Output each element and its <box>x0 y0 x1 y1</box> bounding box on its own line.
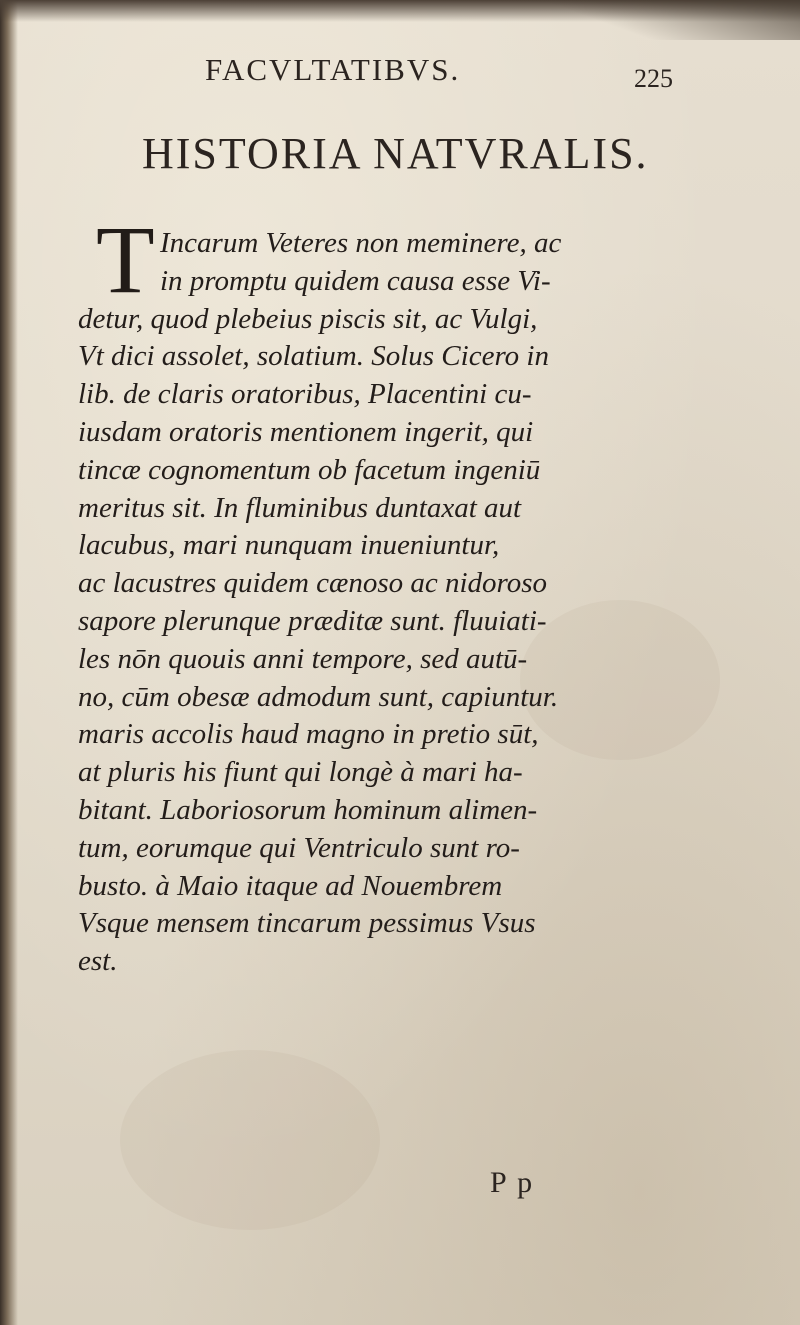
body-line: maris accolis haud magno in pretio sūt, <box>78 718 539 751</box>
section-title: HISTORIA NATVRALIS. <box>142 129 649 178</box>
body-line: busto. à Maio itaque ad Nouembrem <box>78 869 503 902</box>
body-line: detur, quod plebeius piscis sit, ac Vulgi, <box>78 302 538 335</box>
body-line: Vsque mensem tincarum pessimus Vsus <box>78 907 536 940</box>
body-line: in promptu quidem causa esse Vi- <box>160 264 551 297</box>
body-line: lib. de claris oratoribus, Placentini cu- <box>78 378 532 411</box>
body-line: les nōn quouis anni tempore, sed autū- <box>78 642 528 675</box>
page-number: 225 <box>634 64 673 93</box>
body-line: Incarum Veteres non meminere, ac <box>160 227 562 259</box>
drop-cap: T <box>96 206 155 313</box>
body-line: bitant. Laboriosorum hominum alimen- <box>78 793 538 826</box>
body-line: at pluris his fiunt qui longè à mari ha- <box>78 756 523 789</box>
body-line: lacubus, mari nunquam inueniuntur, <box>78 529 500 562</box>
body-line: iusdam oratoris mentionem ingerit, qui <box>78 415 534 448</box>
body-line: tincæ cognomentum ob facetum ingeniū <box>78 453 541 486</box>
page-binding-edge <box>0 0 18 1325</box>
body-line: Vt dici assolet, solatium. Solus Cicero in <box>78 340 549 373</box>
page-corner-wear <box>540 0 800 40</box>
body-line: est. <box>78 945 118 978</box>
running-head: FACVLTATIBVS. <box>205 52 461 87</box>
paper-stain <box>120 1050 380 1230</box>
body-line: tum, eorumque qui Ventriculo sunt ro- <box>78 831 520 864</box>
signature-mark: P p <box>490 1166 535 1199</box>
body-text <box>78 225 718 981</box>
body-line: sapore plerunque præditæ sunt. fluuiati- <box>78 604 547 637</box>
body-line: meritus sit. In fluminibus duntaxat aut <box>78 491 522 524</box>
body-line: no, cūm obesæ admodum sunt, capiuntur. <box>78 680 559 713</box>
body-line: ac lacustres quidem cænoso ac nidoroso <box>78 567 548 600</box>
